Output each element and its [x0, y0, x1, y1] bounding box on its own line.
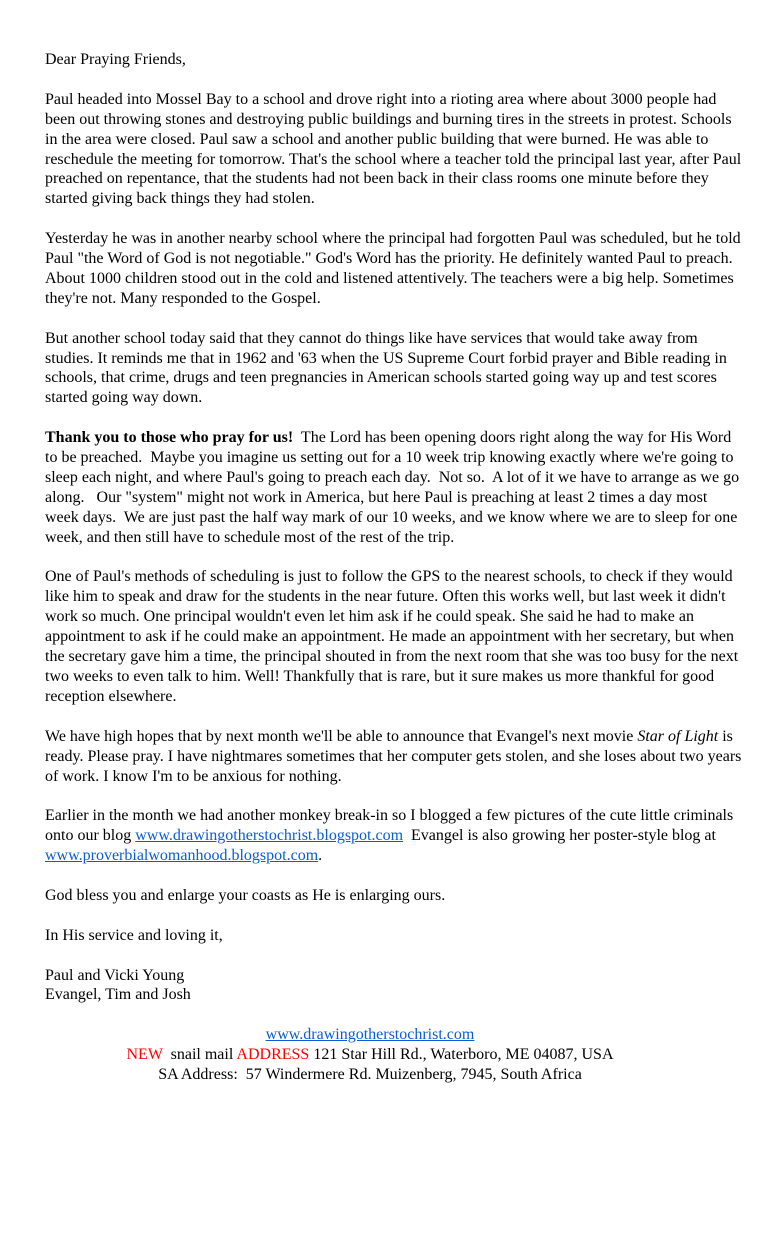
paragraph-thank-you — [45, 428, 745, 547]
signature — [45, 966, 745, 1006]
paragraph-another-school: But another school today said that they cannot do things like have services that would take away from studies. It reminds me that in 1962 and '63 when the US Supreme Court forbid prayer and Bible reading in schools, that crime, drugs and teen pregnancies in American schools started going way up and test scores started going way down. — [45, 329, 727, 407]
paragraph-scheduling: One of Paul's methods of scheduling is just to follow the GPS to the nearest schools, to check if they would like him to speak and draw for the students in the near future. Often this works well, but last week it didn't work so much. One principal wouldn't even let him ask if he could speak. She said he had to make an appointment to ask if he could make an appointment. He made an appointment with her secretary, but when the secretary gave him a time, the principal shouted in from the next room that she was too busy for the next two weeks to even talk to him. Well! Thankfully that is rare, but it sure makes us more thankful for good reception elsewhere. — [45, 568, 739, 705]
sa-address: SA Address: 57 Windermere Rd. Muizenberg, 7945, South Africa — [158, 1066, 582, 1084]
movie-intro: We have high hopes that by next month we'll be able to announce that Evangel's next movie — [45, 727, 638, 745]
letter-body — [45, 50, 745, 1085]
blog-link-proverbialwomanhood[interactable]: www.proverbialwomanhood.blogspot.com — [45, 847, 319, 865]
new-label: NEW — [126, 1046, 163, 1064]
blog-link-drawingotherstochrist[interactable]: www.drawingotherstochrist.blogspot.com — [135, 827, 404, 845]
footer-website-link[interactable]: www.drawingotherstochrist.com — [265, 1026, 475, 1044]
salutation: Dear Praying Friends, — [45, 51, 186, 68]
blogs-intro: Earlier in the month we had another monkey break-in so I blogged a few pictures of the cute little criminals onto our blog — [45, 807, 734, 845]
closing: In His service and loving it, — [45, 926, 223, 944]
thank-you-bold: Thank you to those who pray for us! — [45, 429, 294, 447]
paragraph-blessing: God bless you and enlarge your coasts as He is enlarging ours. — [45, 886, 446, 904]
signature-names: Paul and Vicki Young — [45, 966, 185, 984]
thank-you-text: The Lord has been opening doors right along the way for His Word to be preached. Maybe you imagine us setting out for a 10 week trip knowing exactly where we're going to sleep each night, and where Paul's going to preach each day. Not so. A lot of it we have to arrange as we go along. Our "system" might not work in America, but here Paul is preaching at least 2 times a day most week days. We are just past the half way mark of our 10 weeks, and we know where we are to sleep for one week, and then still have to schedule most of the rest of the trip. — [45, 429, 744, 546]
movie-rest: is ready. Please pray. I have nightmares sometimes that her computer gets stolen, and she loses about two years of work. I know I'm to be anxious for nothing. — [45, 727, 742, 785]
paragraph-movie — [45, 727, 745, 787]
paragraph-mossel-bay: Paul headed into Mossel Bay to a school and drove right into a rioting area where about 3000 people had been out throwing stones and destroying public buildings and burning tires in the streets in protest. Schools in the area were closed. Paul saw a school and another public building that were burned. He was able to reschedule the meeting for tomorrow. That's the school where a teacher told the principal last year, after Paul preached on repentance, that the students had not been back in their class rooms one minute before they started giving back things they had stolen. — [45, 90, 742, 208]
movie-title: Star of Light — [637, 727, 719, 745]
signature-family: Evangel, Tim and Josh — [45, 986, 191, 1004]
paragraph-nearby-school: Yesterday he was in another nearby school where the principal had forgotten Paul was scheduled, but he told Paul "the Word of God is not negotiable." God's Word has the priority. He definitely wanted Paul to preach. About 1000 children stood out in the cold and listened attentively. The teachers were a big help. Sometimes they're not. Many responded to the Gospel. — [45, 230, 741, 307]
us-address: 121 Star Hill Rd., Waterboro, ME 04087, USA — [309, 1046, 614, 1064]
snail-mail-text: snail mail — [162, 1046, 237, 1064]
address-label: ADDRESS — [236, 1046, 310, 1064]
blogs-end: . — [318, 847, 323, 865]
paragraph-blogs — [45, 806, 745, 866]
footer-contact — [45, 1025, 695, 1085]
us-address-line — [45, 1045, 695, 1065]
blogs-mid: Evangel is also growing her poster-style blog at — [403, 827, 720, 845]
